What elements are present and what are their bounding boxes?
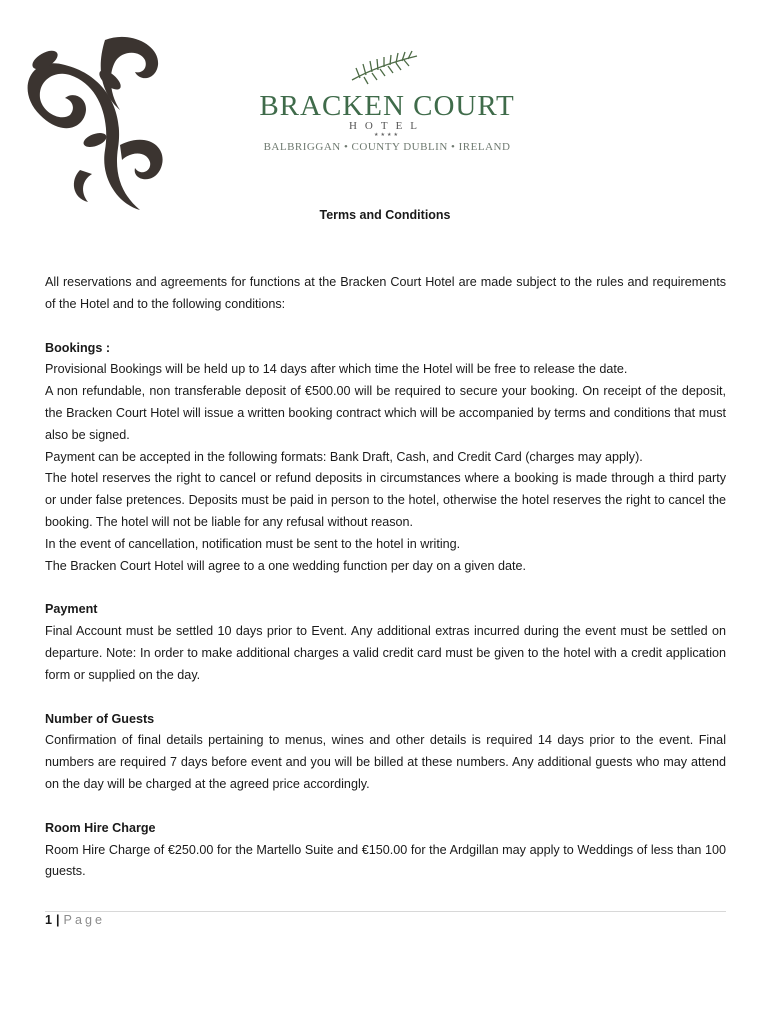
paragraph: Payment can be accepted in the following formats: Bank Draft, Cash, and Credit Card (charges may apply). [45,449,643,464]
intro-paragraph: All reservations and agreements for functions at the Bracken Court Hotel are made subject to the rules and requirements of the Hotel and to the following conditions: [45,275,726,311]
terms-content [45,272,726,883]
heading-bookings: Bookings : [45,340,111,355]
footer-divider [45,911,726,912]
heading-room-hire-charge: Room Hire Charge [45,820,156,835]
heading-payment: Payment [45,602,98,617]
heading-number-of-guests: Number of Guests [45,711,155,726]
paragraph: In the event of cancellation, notification must be sent to the hotel in writing. [45,536,461,551]
logo-stars: ★★★★ [374,132,400,138]
paragraph: Provisional Bookings will be held up to 14 days after which time the Hotel will be free to release the date. [45,362,628,377]
paragraph: Room Hire Charge of €250.00 for the Martello Suite and €150.00 for the Ardgillan may apply to Weddings of less than 100 guests. [45,842,726,879]
hotel-logo [232,48,542,160]
logo-location: BALBRIGGAN • COUNTY DUBLIN • IRELAND [263,141,511,153]
paragraph: Confirmation of final details pertaining to menus, wines and other details is required 14 days prior to the event. Final numbers are required 7 days before event and you will be billed at these numbers. Any additional guests who may attend on the day will be charged at the agreed price accordingly. [45,733,726,791]
logo-hotel-text: HOTEL [348,120,426,132]
page-footer [45,913,105,927]
logo-wordmark: BRACKEN COURT [259,90,515,122]
page-title: Terms and Conditions [319,208,451,222]
page-label: Page [63,913,105,927]
paragraph: A non refundable, non transferable deposit of €500.00 will be required to secure your booking. On receipt of the deposit, the Bracken Court Hotel will issue a written booking contract which will be accompanied by terms and conditions that must also be signed. [45,384,726,442]
paragraph: The hotel reserves the right to cancel or refund deposits in circumstances where a booking is made through a third party or under false pretences. Deposits must be paid in person to the hotel, otherwise the hotel reserves the right to cancel the booking. The hotel will not be liable for any refusal without reason. [45,471,726,529]
paragraph: The Bracken Court Hotel will agree to a one wedding function per day on a given date. [45,558,526,573]
paragraph: Final Account must be settled 10 days prior to Event. Any additional extras incurred during the event must be settled on departure. Note: In order to make additional charges a valid credit card must be given to the hotel with a credit application form or supplied on the day. [45,624,726,682]
scroll-ornament-icon [10,20,170,215]
footer-separator: | [56,913,60,927]
page-number: 1 [45,913,53,927]
